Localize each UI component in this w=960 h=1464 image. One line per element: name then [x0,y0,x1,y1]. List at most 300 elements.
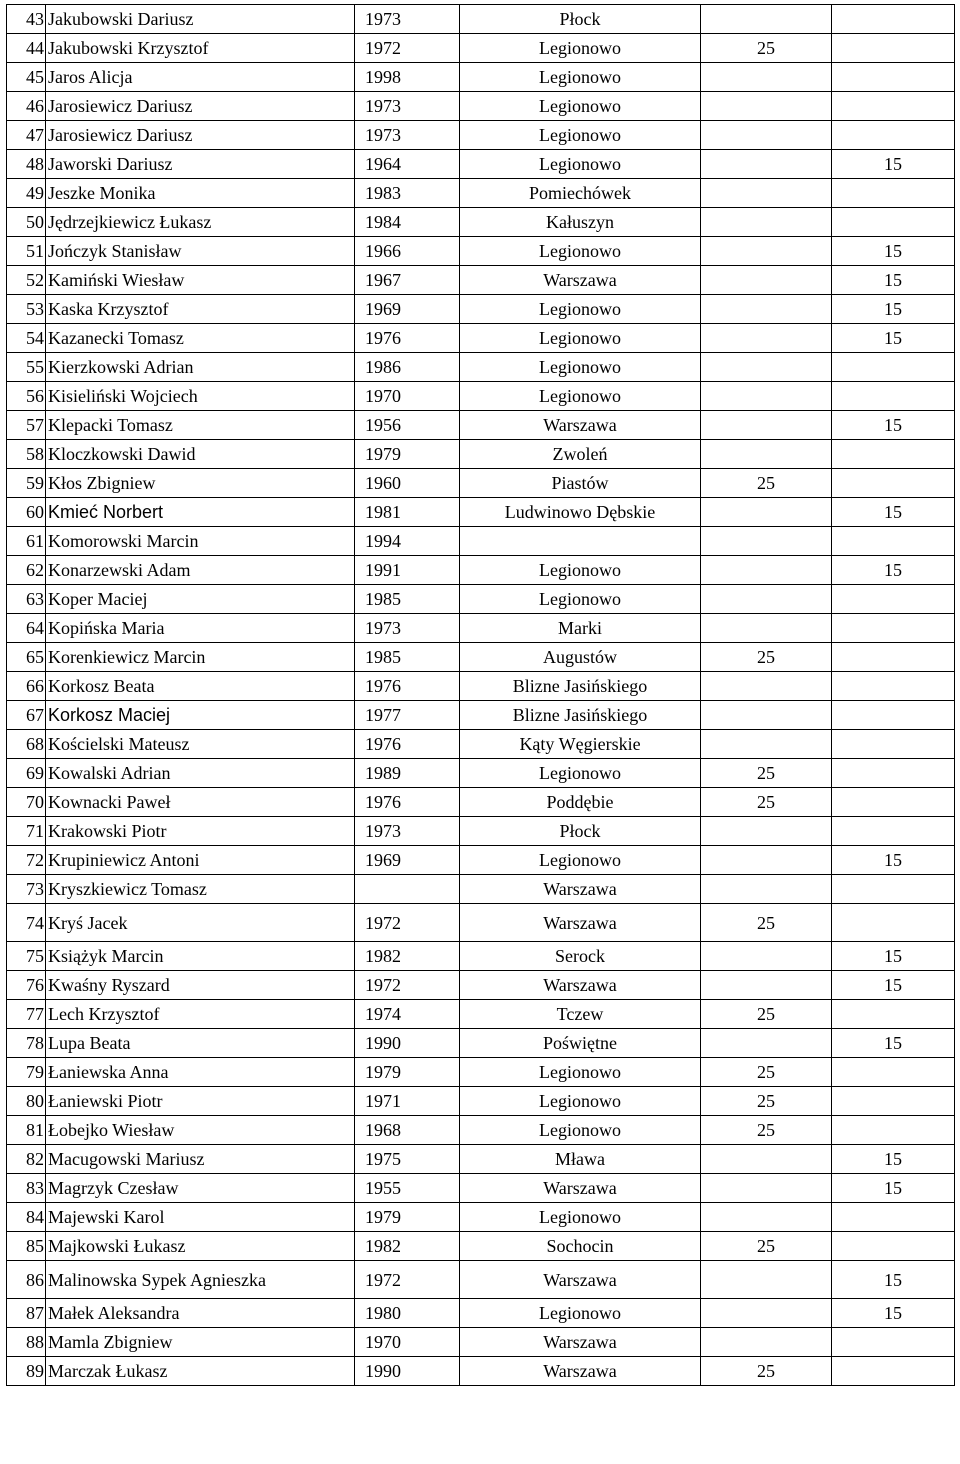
city-cell: Legionowo [460,1299,701,1328]
row-number-cell: 78 [7,1029,46,1058]
row-number-cell: 62 [7,556,46,585]
table-row [7,585,955,614]
birth-year-cell: 1989 [355,759,460,788]
name-cell: Koper Maciej [46,585,355,614]
name-cell: Korkosz Maciej [46,701,355,730]
row-number-cell: 65 [7,643,46,672]
name-cell: Krakowski Piotr [46,817,355,846]
birth-year-cell: 1972 [355,971,460,1000]
points-b-cell [832,353,955,382]
birth-year-cell: 1970 [355,382,460,411]
name-cell: Kownacki Paweł [46,788,355,817]
city-cell: Augustów [460,643,701,672]
points-b-cell: 15 [832,295,955,324]
birth-year-cell: 1991 [355,556,460,585]
city-cell: Legionowo [460,585,701,614]
points-a-cell [701,63,832,92]
points-b-cell [832,1357,955,1386]
city-cell: Ludwinowo Dębskie [460,498,701,527]
points-b-cell [832,1328,955,1357]
table-row [7,63,955,92]
points-a-cell: 25 [701,1058,832,1087]
points-a-cell [701,527,832,556]
points-b-cell [832,34,955,63]
name-cell: Lech Krzysztof [46,1000,355,1029]
name-cell: Krupiniewicz Antoni [46,846,355,875]
points-a-cell [701,614,832,643]
city-cell: Poddębie [460,788,701,817]
points-b-cell: 15 [832,498,955,527]
row-number-cell: 56 [7,382,46,411]
table-row [7,643,955,672]
row-number-cell: 48 [7,150,46,179]
birth-year-cell: 1985 [355,643,460,672]
name-cell: Jończyk Stanisław [46,237,355,266]
points-a-cell [701,1328,832,1357]
row-number-cell: 54 [7,324,46,353]
name-cell: Korkosz Beata [46,672,355,701]
points-b-cell [832,701,955,730]
table-row [7,469,955,498]
points-a-cell: 25 [701,1232,832,1261]
name-cell: Małek Aleksandra [46,1299,355,1328]
points-b-cell [832,63,955,92]
name-cell: Malinowska Sypek Agnieszka [46,1261,355,1299]
table-row [7,846,955,875]
table-row [7,701,955,730]
birth-year-cell: 1973 [355,817,460,846]
birth-year-cell: 1969 [355,846,460,875]
points-a-cell [701,846,832,875]
city-cell: Legionowo [460,382,701,411]
birth-year-cell: 1973 [355,121,460,150]
name-cell: Kopińska Maria [46,614,355,643]
points-b-cell [832,382,955,411]
city-cell: Mława [460,1145,701,1174]
table-row [7,1058,955,1087]
name-cell: Kwaśny Ryszard [46,971,355,1000]
points-a-cell: 25 [701,1357,832,1386]
name-cell: Kryś Jacek [46,904,355,942]
table-row [7,1116,955,1145]
city-cell: Legionowo [460,1116,701,1145]
birth-year-cell: 1982 [355,942,460,971]
points-a-cell: 25 [701,469,832,498]
points-a-cell [701,817,832,846]
birth-year-cell: 1960 [355,469,460,498]
name-cell: Kmieć Norbert [46,498,355,527]
city-cell: Płock [460,5,701,34]
row-number-cell: 87 [7,1299,46,1328]
points-b-cell: 15 [832,266,955,295]
points-a-cell [701,875,832,904]
points-a-cell: 25 [701,788,832,817]
name-cell: Klepacki Tomasz [46,411,355,440]
name-cell: Kowalski Adrian [46,759,355,788]
birth-year-cell: 1964 [355,150,460,179]
city-cell: Marki [460,614,701,643]
points-b-cell: 15 [832,324,955,353]
city-cell: Legionowo [460,324,701,353]
row-number-cell: 53 [7,295,46,324]
table-row [7,1174,955,1203]
table-row [7,1328,955,1357]
points-b-cell [832,817,955,846]
table-row [7,1203,955,1232]
points-b-cell: 15 [832,150,955,179]
points-b-cell [832,179,955,208]
birth-year-cell: 1979 [355,440,460,469]
name-cell: Konarzewski Adam [46,556,355,585]
row-number-cell: 59 [7,469,46,498]
row-number-cell: 64 [7,614,46,643]
city-cell: Legionowo [460,556,701,585]
city-cell: Warszawa [460,1328,701,1357]
city-cell: Sochocin [460,1232,701,1261]
city-cell: Legionowo [460,295,701,324]
row-number-cell: 75 [7,942,46,971]
birth-year-cell: 1984 [355,208,460,237]
points-b-cell [832,1000,955,1029]
name-cell: Kamiński Wiesław [46,266,355,295]
table-row [7,730,955,759]
birth-year-cell: 1973 [355,5,460,34]
birth-year-cell: 1990 [355,1357,460,1386]
city-cell: Blizne Jasińskiego [460,701,701,730]
name-cell: Kierzkowski Adrian [46,353,355,382]
birth-year-cell: 1998 [355,63,460,92]
city-cell: Legionowo [460,237,701,266]
city-cell: Pomiechówek [460,179,701,208]
name-cell: Jakubowski Krzysztof [46,34,355,63]
row-number-cell: 82 [7,1145,46,1174]
birth-year-cell: 1970 [355,1328,460,1357]
points-a-cell [701,498,832,527]
birth-year-cell: 1974 [355,1000,460,1029]
points-b-cell [832,5,955,34]
row-number-cell: 86 [7,1261,46,1299]
points-b-cell [832,208,955,237]
points-b-cell: 15 [832,1299,955,1328]
points-b-cell [832,440,955,469]
row-number-cell: 45 [7,63,46,92]
row-number-cell: 49 [7,179,46,208]
name-cell: Łaniewska Anna [46,1058,355,1087]
birth-year-cell: 1977 [355,701,460,730]
table-row [7,672,955,701]
row-number-cell: 50 [7,208,46,237]
birth-year-cell: 1990 [355,1029,460,1058]
points-a-cell: 25 [701,1116,832,1145]
name-cell: Kisieliński Wojciech [46,382,355,411]
points-b-cell: 15 [832,942,955,971]
name-cell: Kościelski Mateusz [46,730,355,759]
name-cell: Lupa Beata [46,1029,355,1058]
city-cell: Legionowo [460,353,701,382]
points-b-cell: 15 [832,1174,955,1203]
name-cell: Łaniewski Piotr [46,1087,355,1116]
name-cell: Jarosiewicz Dariusz [46,121,355,150]
city-cell: Kałuszyn [460,208,701,237]
points-a-cell [701,179,832,208]
points-a-cell [701,1261,832,1299]
birth-year-cell: 1979 [355,1203,460,1232]
row-number-cell: 60 [7,498,46,527]
table-row [7,1232,955,1261]
city-cell: Legionowo [460,92,701,121]
points-a-cell [701,556,832,585]
points-a-cell [701,266,832,295]
row-number-cell: 61 [7,527,46,556]
row-number-cell: 51 [7,237,46,266]
name-cell: Jarosiewicz Dariusz [46,92,355,121]
table-row [7,411,955,440]
table-row [7,1145,955,1174]
birth-year-cell: 1976 [355,672,460,701]
name-cell: Kryszkiewicz Tomasz [46,875,355,904]
name-cell: Jakubowski Dariusz [46,5,355,34]
row-number-cell: 81 [7,1116,46,1145]
table-row [7,904,955,942]
points-a-cell [701,1299,832,1328]
name-cell: Jaworski Dariusz [46,150,355,179]
city-cell: Warszawa [460,1357,701,1386]
name-cell: Książyk Marcin [46,942,355,971]
row-number-cell: 80 [7,1087,46,1116]
participants-table-body [7,5,955,1386]
city-cell: Legionowo [460,759,701,788]
points-a-cell: 25 [701,643,832,672]
birth-year-cell: 1979 [355,1058,460,1087]
points-b-cell: 15 [832,237,955,266]
row-number-cell: 46 [7,92,46,121]
points-a-cell [701,121,832,150]
birth-year-cell: 1972 [355,1261,460,1299]
city-cell [460,527,701,556]
points-a-cell [701,701,832,730]
city-cell: Kąty Węgierskie [460,730,701,759]
city-cell: Warszawa [460,875,701,904]
name-cell: Jędrzejkiewicz Łukasz [46,208,355,237]
name-cell: Jaros Alicja [46,63,355,92]
city-cell: Legionowo [460,34,701,63]
points-a-cell [701,585,832,614]
row-number-cell: 76 [7,971,46,1000]
city-cell: Legionowo [460,846,701,875]
name-cell: Mamla Zbigniew [46,1328,355,1357]
participants-table [6,4,955,1386]
points-a-cell: 25 [701,759,832,788]
points-a-cell [701,1145,832,1174]
city-cell: Warszawa [460,266,701,295]
city-cell: Legionowo [460,1203,701,1232]
points-b-cell [832,875,955,904]
points-b-cell [832,643,955,672]
name-cell: Kaska Krzysztof [46,295,355,324]
table-row [7,150,955,179]
points-b-cell [832,1203,955,1232]
row-number-cell: 84 [7,1203,46,1232]
table-row [7,208,955,237]
row-number-cell: 79 [7,1058,46,1087]
points-a-cell [701,730,832,759]
points-b-cell [832,92,955,121]
points-b-cell [832,121,955,150]
city-cell: Warszawa [460,971,701,1000]
birth-year-cell [355,875,460,904]
points-b-cell: 15 [832,411,955,440]
points-b-cell [832,788,955,817]
row-number-cell: 66 [7,672,46,701]
row-number-cell: 69 [7,759,46,788]
city-cell: Warszawa [460,904,701,942]
points-a-cell [701,353,832,382]
table-row [7,121,955,150]
name-cell: Kloczkowski Dawid [46,440,355,469]
birth-year-cell: 1973 [355,614,460,643]
birth-year-cell: 1955 [355,1174,460,1203]
points-b-cell: 15 [832,556,955,585]
birth-year-cell: 1966 [355,237,460,266]
city-cell: Legionowo [460,1087,701,1116]
points-a-cell [701,237,832,266]
points-b-cell [832,672,955,701]
points-a-cell [701,1174,832,1203]
birth-year-cell: 1973 [355,92,460,121]
points-a-cell: 25 [701,34,832,63]
row-number-cell: 88 [7,1328,46,1357]
points-a-cell [701,411,832,440]
table-row [7,179,955,208]
birth-year-cell: 1967 [355,266,460,295]
city-cell: Warszawa [460,411,701,440]
table-row [7,295,955,324]
points-a-cell: 25 [701,904,832,942]
row-number-cell: 85 [7,1232,46,1261]
points-a-cell [701,150,832,179]
table-row [7,266,955,295]
points-a-cell: 25 [701,1087,832,1116]
points-b-cell [832,1116,955,1145]
table-row [7,817,955,846]
table-row [7,498,955,527]
row-number-cell: 58 [7,440,46,469]
birth-year-cell: 1981 [355,498,460,527]
birth-year-cell: 1971 [355,1087,460,1116]
points-a-cell: 25 [701,1000,832,1029]
table-row [7,324,955,353]
birth-year-cell: 1969 [355,295,460,324]
table-row [7,1299,955,1328]
table-row [7,5,955,34]
points-b-cell [832,759,955,788]
birth-year-cell: 1982 [355,1232,460,1261]
points-a-cell [701,971,832,1000]
table-row [7,237,955,266]
table-row [7,614,955,643]
row-number-cell: 44 [7,34,46,63]
birth-year-cell: 1983 [355,179,460,208]
points-b-cell [832,614,955,643]
table-row [7,440,955,469]
name-cell: Komorowski Marcin [46,527,355,556]
points-b-cell: 15 [832,971,955,1000]
table-row [7,1000,955,1029]
birth-year-cell: 1968 [355,1116,460,1145]
city-cell: Legionowo [460,63,701,92]
city-cell: Zwoleń [460,440,701,469]
row-number-cell: 68 [7,730,46,759]
points-a-cell [701,1203,832,1232]
table-row [7,1261,955,1299]
row-number-cell: 55 [7,353,46,382]
name-cell: Kłos Zbigniew [46,469,355,498]
birth-year-cell: 1975 [355,1145,460,1174]
city-cell: Poświętne [460,1029,701,1058]
birth-year-cell: 1972 [355,904,460,942]
points-b-cell [832,730,955,759]
birth-year-cell: 1976 [355,788,460,817]
table-row [7,92,955,121]
row-number-cell: 67 [7,701,46,730]
table-row [7,759,955,788]
table-row [7,971,955,1000]
birth-year-cell: 1956 [355,411,460,440]
points-b-cell [832,469,955,498]
points-b-cell [832,527,955,556]
city-cell: Blizne Jasińskiego [460,672,701,701]
points-a-cell [701,440,832,469]
birth-year-cell: 1986 [355,353,460,382]
name-cell: Kazanecki Tomasz [46,324,355,353]
birth-year-cell: 1980 [355,1299,460,1328]
table-row [7,788,955,817]
city-cell: Płock [460,817,701,846]
name-cell: Majewski Karol [46,1203,355,1232]
row-number-cell: 43 [7,5,46,34]
city-cell: Legionowo [460,1058,701,1087]
birth-year-cell: 1994 [355,527,460,556]
points-a-cell [701,208,832,237]
birth-year-cell: 1972 [355,34,460,63]
points-a-cell [701,1029,832,1058]
points-a-cell [701,5,832,34]
name-cell: Korenkiewicz Marcin [46,643,355,672]
table-row [7,556,955,585]
table-row [7,875,955,904]
row-number-cell: 52 [7,266,46,295]
name-cell: Marczak Łukasz [46,1357,355,1386]
row-number-cell: 89 [7,1357,46,1386]
city-cell: Legionowo [460,121,701,150]
points-b-cell: 15 [832,1261,955,1299]
table-row [7,34,955,63]
points-b-cell: 15 [832,1029,955,1058]
row-number-cell: 71 [7,817,46,846]
points-b-cell [832,1232,955,1261]
table-row [7,382,955,411]
name-cell: Jeszke Monika [46,179,355,208]
points-b-cell: 15 [832,846,955,875]
table-row [7,1029,955,1058]
row-number-cell: 83 [7,1174,46,1203]
row-number-cell: 57 [7,411,46,440]
birth-year-cell: 1985 [355,585,460,614]
points-a-cell [701,324,832,353]
birth-year-cell: 1976 [355,324,460,353]
points-b-cell [832,904,955,942]
points-a-cell [701,295,832,324]
